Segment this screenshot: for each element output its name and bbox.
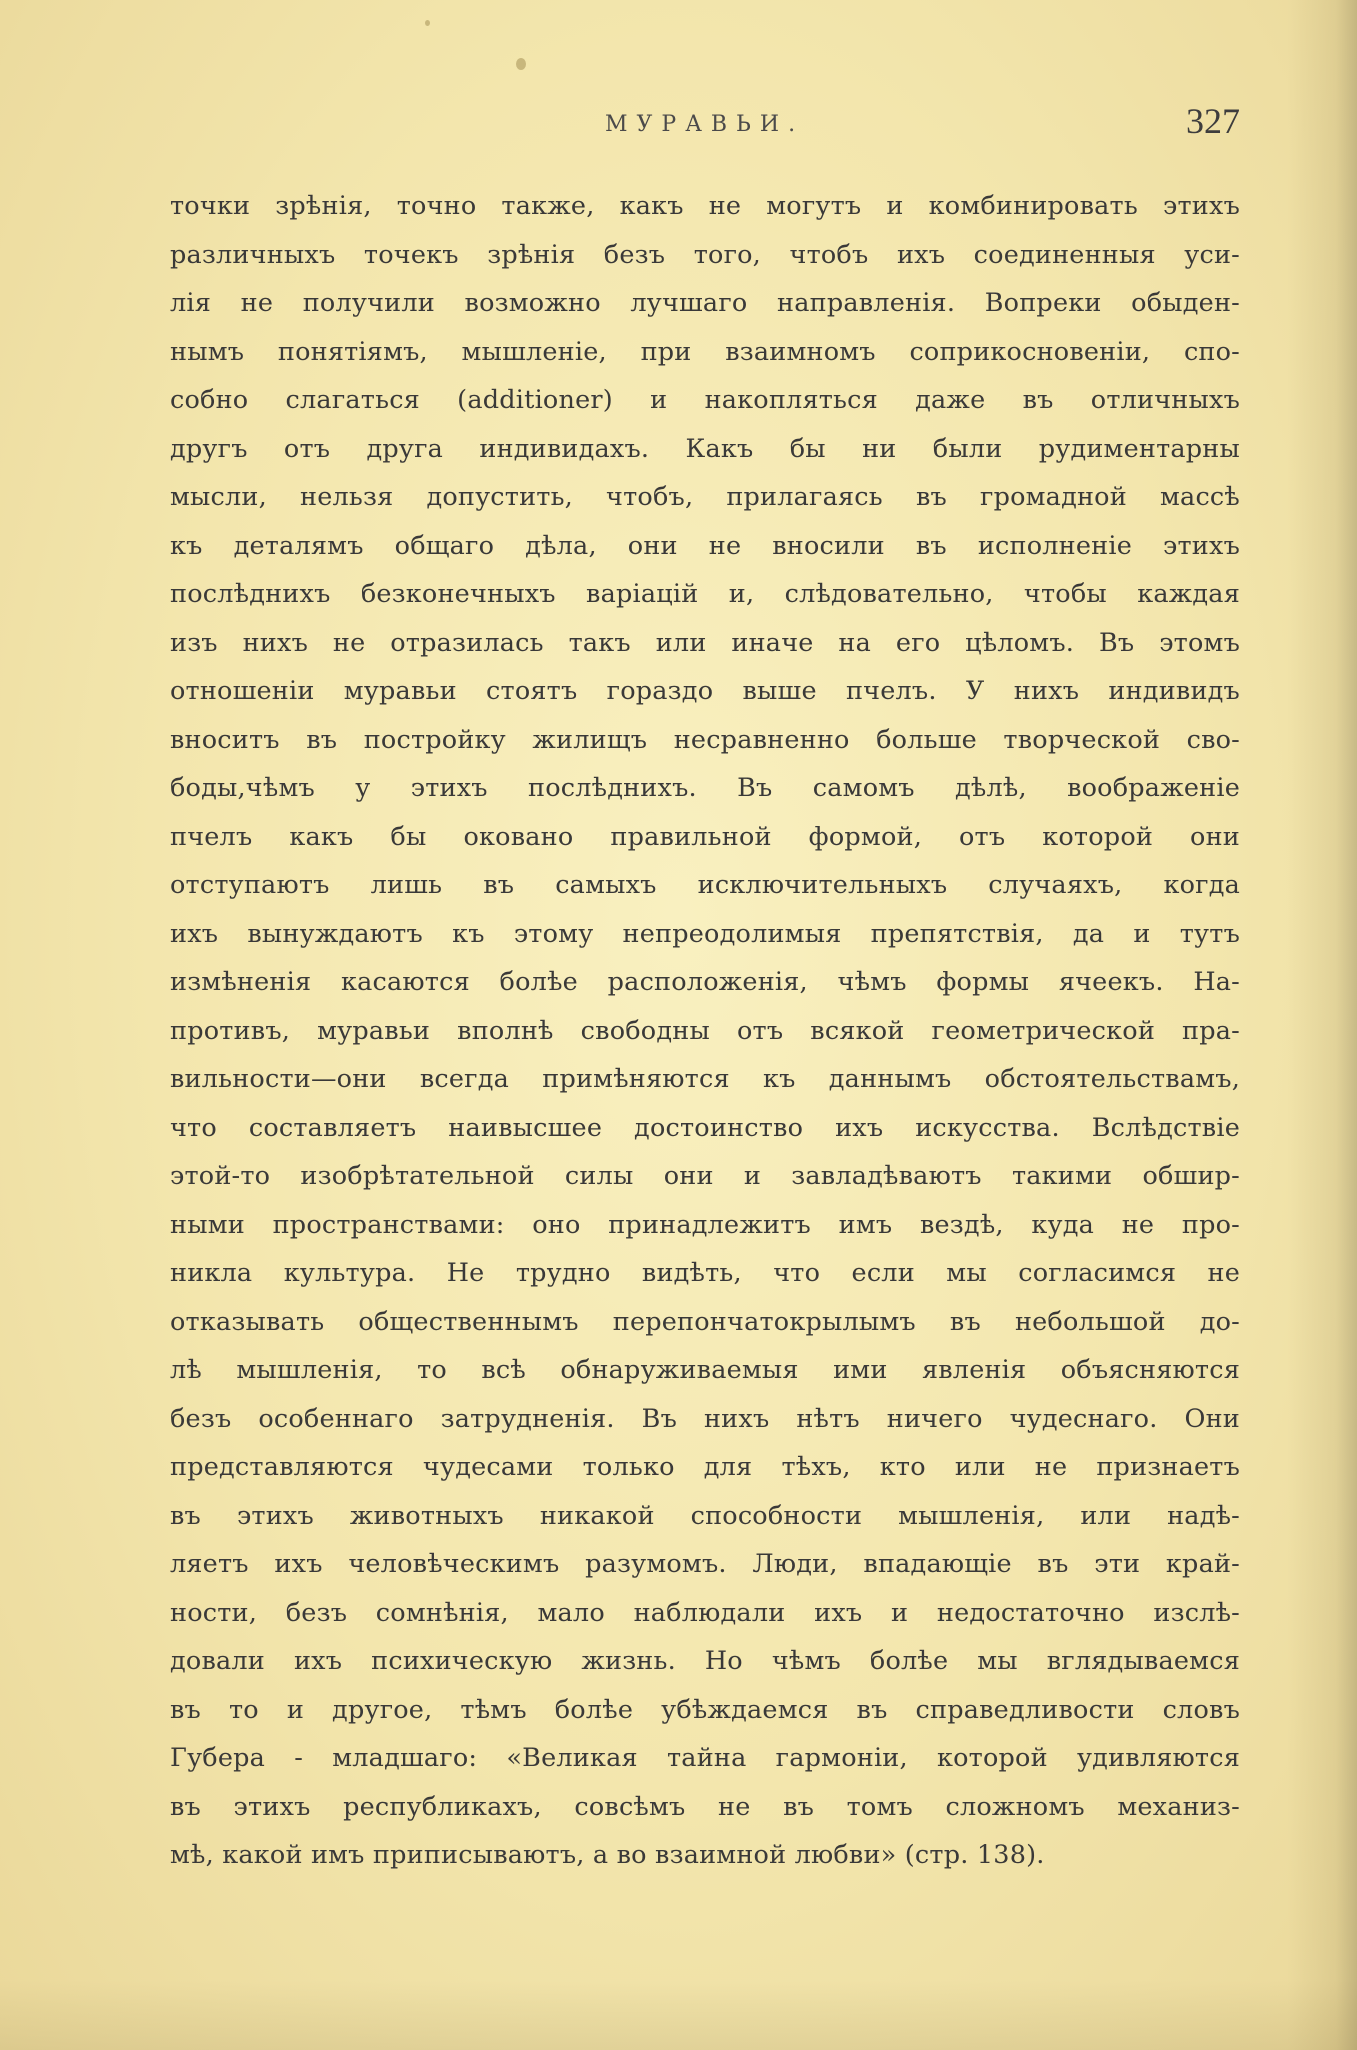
- page-number: 327: [1186, 101, 1240, 141]
- text-line: довали ихъ психическую жизнь. Но чѣмъ болѣе мы вглядываемся: [170, 1646, 1240, 1676]
- text-line: другъ отъ друга индивидахъ. Какъ бы ни были рудиментарны: [170, 433, 1240, 464]
- text-line: боды,чѣмъ у этихъ послѣднихъ. Въ самомъ дѣлѣ, воображеніе: [170, 773, 1240, 803]
- text-line: никла культура. Не трудно видѣть, что если мы согласимся не: [170, 1258, 1240, 1288]
- text-line: въ то и другое, тѣмъ болѣе убѣждаемся въ справедливости словъ: [170, 1694, 1240, 1725]
- text-line: изъ нихъ не отразилась такъ или иначе на его цѣломъ. Въ этомъ: [170, 627, 1240, 658]
- text-line: въ этихъ республикахъ, совсѣмъ не въ томъ сложномъ механиз-: [170, 1791, 1240, 1822]
- page-edge-shadow: [1287, 0, 1357, 2050]
- page-header: [170, 100, 1240, 150]
- text-line: послѣднихъ безконечныхъ варіацій и, слѣдовательно, чтобы каждая: [170, 579, 1240, 609]
- running-title: МУРАВЬИ.: [605, 112, 805, 137]
- text-line: ляетъ ихъ человѣческимъ разумомъ. Люди, впадающіе въ эти край-: [170, 1549, 1240, 1579]
- text-line: къ деталямъ общаго дѣла, они не вносили въ исполненіе этихъ: [170, 530, 1240, 561]
- text-line: безъ особеннаго затрудненія. Въ нихъ нѣтъ ничего чудеснаго. Они: [170, 1403, 1240, 1434]
- text-line: въ этихъ животныхъ никакой способности мышленія, или надѣ-: [170, 1500, 1240, 1531]
- paper-speck: [516, 58, 526, 70]
- text-line: отступаютъ лишь въ самыхъ исключительныхъ случаяхъ, когда: [170, 870, 1240, 900]
- text-line: вноситъ въ постройку жилищъ несравненно больше творческой сво-: [170, 724, 1240, 755]
- text-line: вильности—они всегда примѣняются къ даннымъ обстоятельствамъ,: [170, 1064, 1240, 1094]
- text-line: лѣ мышленія, то всѣ обнаруживаемыя ими явленія объясняются: [170, 1355, 1240, 1385]
- text-line: отказывать общественнымъ перепончатокрылымъ въ небольшой до-: [170, 1306, 1240, 1337]
- text-line: собно слагаться (additioner) и накопляться даже въ отличныхъ: [170, 385, 1240, 415]
- text-line: мѣ, какой имъ приписываютъ, а во взаимной любви» (стр. 138).: [170, 1840, 1045, 1870]
- text-line: представляются чудесами только для тѣхъ, кто или не признаетъ: [170, 1452, 1240, 1482]
- text-line: противъ, муравьи вполнѣ свободны отъ всякой геометрической пра-: [170, 1015, 1240, 1046]
- text-line: Губера - младшаго: «Великая тайна гармоніи, которой удивляются: [170, 1743, 1240, 1773]
- text-line: что составляетъ наивысшее достоинство ихъ искусства. Вслѣдствіе: [170, 1112, 1240, 1143]
- text-line: ными пространствами: оно принадлежитъ имъ вездѣ, куда не про-: [170, 1209, 1240, 1240]
- text-line: измѣненія касаются болѣе расположенія, чѣмъ формы ячеекъ. На-: [170, 967, 1240, 997]
- text-line: лія не получили возможно лучшаго направленія. Вопреки обыден-: [170, 288, 1240, 318]
- text-line: различныхъ точекъ зрѣнія безъ того, чтобъ ихъ соединенныя уси-: [170, 239, 1240, 270]
- page-bottom-shading: [0, 1980, 1357, 2050]
- text-line: ихъ вынуждаютъ къ этому непреодолимыя препятствія, да и тутъ: [170, 918, 1240, 949]
- text-line: отношеніи муравьи стоятъ гораздо выше пчелъ. У нихъ индивидъ: [170, 676, 1240, 706]
- text-line: пчелъ какъ бы оковано правильной формой, отъ которой они: [170, 821, 1240, 852]
- paper-speck: [425, 20, 430, 26]
- body-text: [170, 182, 1240, 1880]
- text-line: ности, безъ сомнѣнія, мало наблюдали ихъ и недостаточно изслѣ-: [170, 1597, 1240, 1628]
- text-line: мысли, нельзя допустить, чтобъ, прилагаясь въ громадной массѣ: [170, 482, 1240, 512]
- text-line: нымъ понятіямъ, мышленіе, при взаимномъ соприкосновеніи, спо-: [170, 336, 1240, 367]
- text-line: этой-то изобрѣтательной силы они и завладѣваютъ такими обшир-: [170, 1161, 1240, 1191]
- text-line: точки зрѣнія, точно также, какъ не могутъ и комбинировать этихъ: [170, 191, 1240, 221]
